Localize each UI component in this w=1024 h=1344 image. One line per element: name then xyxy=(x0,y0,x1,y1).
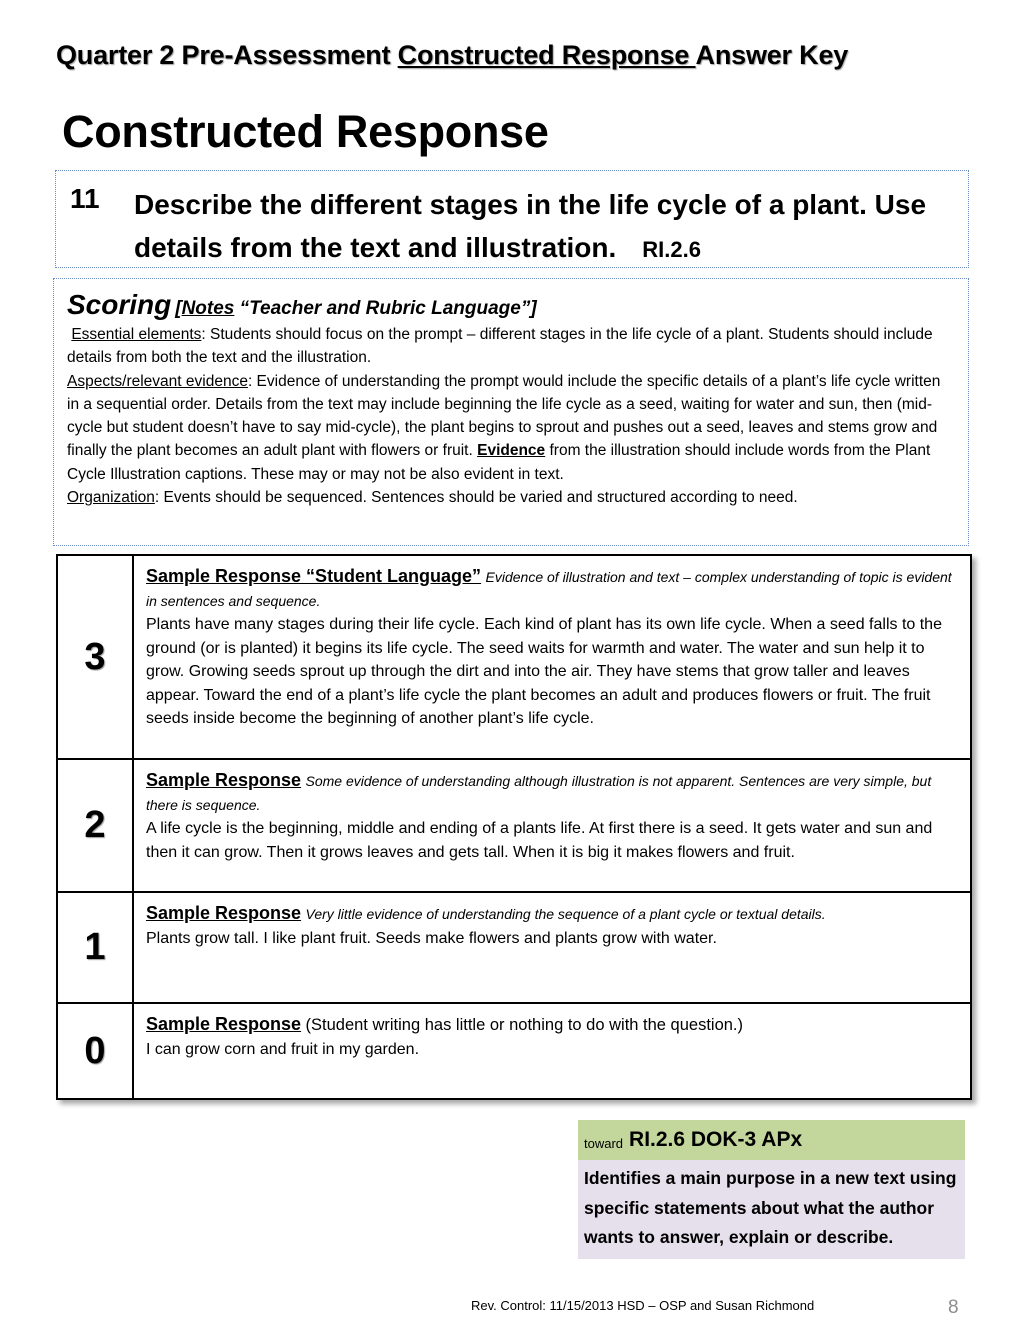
question-number: 11 xyxy=(70,183,100,214)
response-label: Sample Response xyxy=(146,903,302,923)
section-title: Constructed Response xyxy=(62,106,549,157)
essential-label: Essential elements xyxy=(71,326,202,343)
header-part-3: Answer Key xyxy=(695,40,849,70)
rubric-row-3 xyxy=(57,555,971,759)
question-box xyxy=(55,170,969,268)
organization-text: : Events should be sequenced. Sentences should be varied and structured according to need. xyxy=(154,489,798,507)
aspects-evidence xyxy=(67,370,956,486)
page-header xyxy=(56,40,848,71)
aspects-label: Aspects/relevant evidence xyxy=(67,372,248,390)
rubric-row-2 xyxy=(57,759,971,892)
standard-box xyxy=(578,1120,965,1259)
standard-toward: toward xyxy=(584,1135,624,1151)
scoring-title: Scoring xyxy=(67,289,172,320)
score-3: 3 xyxy=(57,555,133,759)
organization xyxy=(67,486,956,509)
response-note: Some evidence of understanding although illustration is not apparent. Sentences are very simple, but there is sequence. xyxy=(146,773,932,813)
score-2: 2 xyxy=(57,759,133,892)
standard-header xyxy=(578,1120,965,1160)
scoring-box xyxy=(53,278,969,546)
response-2 xyxy=(133,759,971,892)
response-0 xyxy=(133,1003,971,1099)
response-label: Sample Response xyxy=(146,1014,302,1034)
notes-word: Notes xyxy=(181,298,235,319)
response-note: Evidence of illustration and text – complex understanding of topic is evident in sentences and sequence. xyxy=(146,569,952,609)
header-part-2: Constructed Response xyxy=(397,40,696,70)
evidence-word: Evidence xyxy=(477,442,546,460)
response-text: A life cycle is the beginning, middle and ending of a plants life. At first there is a seed. It gets water and sun and then it can grow. Then it grows leaves and gets tall. When it is big it makes flowers and fruit. xyxy=(146,820,933,861)
header-part-1: Quarter 2 Pre-Assessment xyxy=(56,40,398,70)
footer-rev-control: Rev. Control: 11/15/2013 HSD – OSP and Susan Richmond xyxy=(471,1298,815,1313)
response-text: I can grow corn and fruit in my garden. xyxy=(146,1040,420,1058)
question-text: Describe the different stages in the life cycle of a plant. Use details from the text and illustration. xyxy=(134,189,927,263)
standard-code: RI.2.6 DOK-3 APx xyxy=(629,1128,803,1151)
question-prompt xyxy=(134,183,954,271)
evidence-text: from the illustration should include words from the Plant Cycle Illustration captions. These may or may not be also evident in text. xyxy=(67,442,931,483)
organization-label: Organization xyxy=(67,489,155,507)
response-note: Very little evidence of understanding the sequence of a plant cycle or textual details. xyxy=(305,906,826,922)
rubric-row-1 xyxy=(57,892,971,1003)
aspects-text: : Evidence of understanding the prompt would include the specific details of a plant’s life cycle written in a sequential order. Details from the text may include beginning the life cycle as a seed, waiting for water and sun, then (mid-cycle but student doesn’t have to say mid-cycle), the plant begins to sprout and pushes out a seed, leaves and stems grow and finally the plant becomes an adult plant with flowers or fruit. xyxy=(67,372,941,460)
response-text: Plants have many stages during their life cycle. Each kind of plant has its own life cycle. When a seed falls to the ground (or is planted) it begins its life cycle. The seed waits for warmth and water. The water and sun help it to grow. Growing seeds sprout up through the dirt and into the air. They have stems that grow taller and leaves appear. Toward the end of a plant’s life cycle the plant becomes an adult and produces flowers or fruit. The fruit seeds inside become the beginning of another plant’s life cycle. xyxy=(146,616,942,727)
essential-text: : Students should focus on the prompt – different stages in the life cycle of a plant. Students should include details from both the text and the illustration. xyxy=(67,326,933,367)
question-standard: RI.2.6 xyxy=(642,237,701,262)
page-number: 8 xyxy=(948,1297,959,1318)
score-0: 0 xyxy=(57,1003,133,1099)
response-label: Sample Response “Student Language” xyxy=(146,566,482,586)
scoring-notes: [Notes “Teacher and Rubric Language”] xyxy=(175,298,537,319)
standard-description: Identifies a main purpose in a new text using specific statements about what the author wants to answer, explain or describe. xyxy=(578,1160,965,1259)
rubric-row-0 xyxy=(57,1003,971,1099)
response-note: (Student writing has little or nothing to do with the question.) xyxy=(305,1016,744,1034)
scoring-heading xyxy=(67,287,956,323)
response-1 xyxy=(133,892,971,1003)
essential-elements xyxy=(67,323,956,370)
rubric-table xyxy=(56,554,972,1100)
response-3 xyxy=(133,555,971,759)
response-label: Sample Response xyxy=(146,770,302,790)
score-1: 1 xyxy=(57,892,133,1003)
response-text: Plants grow tall. I like plant fruit. Seeds make flowers and plants grow with water. xyxy=(146,929,717,947)
